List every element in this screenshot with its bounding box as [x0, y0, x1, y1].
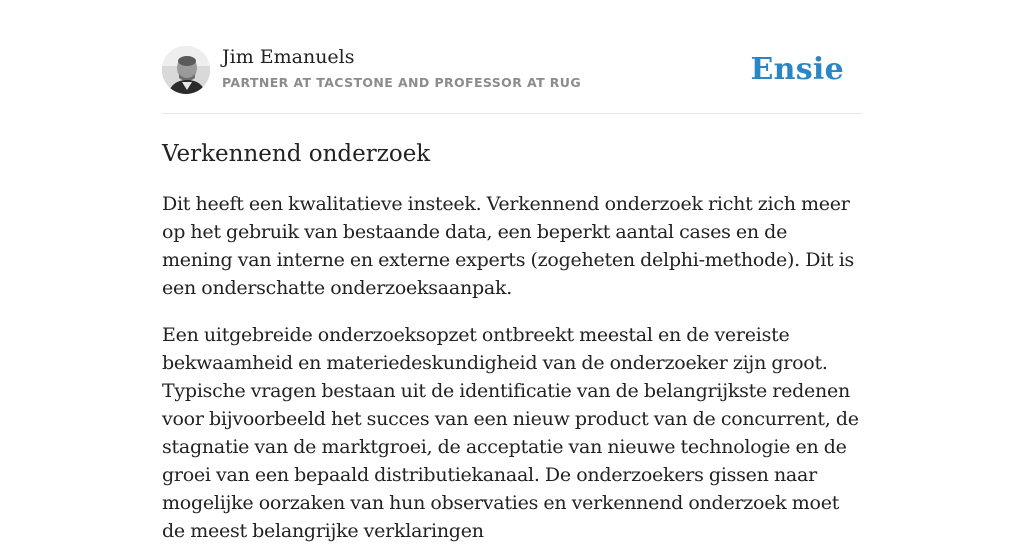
post-header: [162, 0, 862, 114]
post-paragraph: Dit heeft een kwalitatieve insteek. Verkennend onderzoek richt zich meer op het gebruik van bestaande data, een beperkt aantal cases en de mening van interne en externe experts (zogeheten delphi-methode). Dit is een onderschatte onderzoeksaanpak.: [162, 193, 855, 299]
author-role: PARTNER AT TACSTONE AND PROFESSOR AT RUG: [222, 75, 581, 90]
author-avatar[interactable]: [162, 46, 210, 94]
post-paragraph: Een uitgebreide onderzoeksopzet ontbreekt meestal en de vereiste bekwaamheid en materiedeskundigheid van de onderzoeker zijn groot. Typische vragen bestaan uit de identificatie van de belangrijkste redenen voor bijvoorbeeld het succes van een nieuw product van de concurrent, de stagnatie van de marktgroei, de acceptatie van nieuwe technologie en de groei van een bepaald distributiekanaal. De onderzoekers gissen naar mogelijke oorzaken van hun observaties en verkennend onderzoek moet de meest belangrijke verklaringen: [162, 324, 859, 542]
post-card: [162, 0, 862, 545]
ensie-logo[interactable]: Ensie: [750, 52, 844, 87]
author-portrait-icon: [162, 46, 210, 94]
author-name[interactable]: Jim Emanuels: [222, 46, 355, 68]
post-title: Verkennend onderzoek: [162, 141, 431, 167]
